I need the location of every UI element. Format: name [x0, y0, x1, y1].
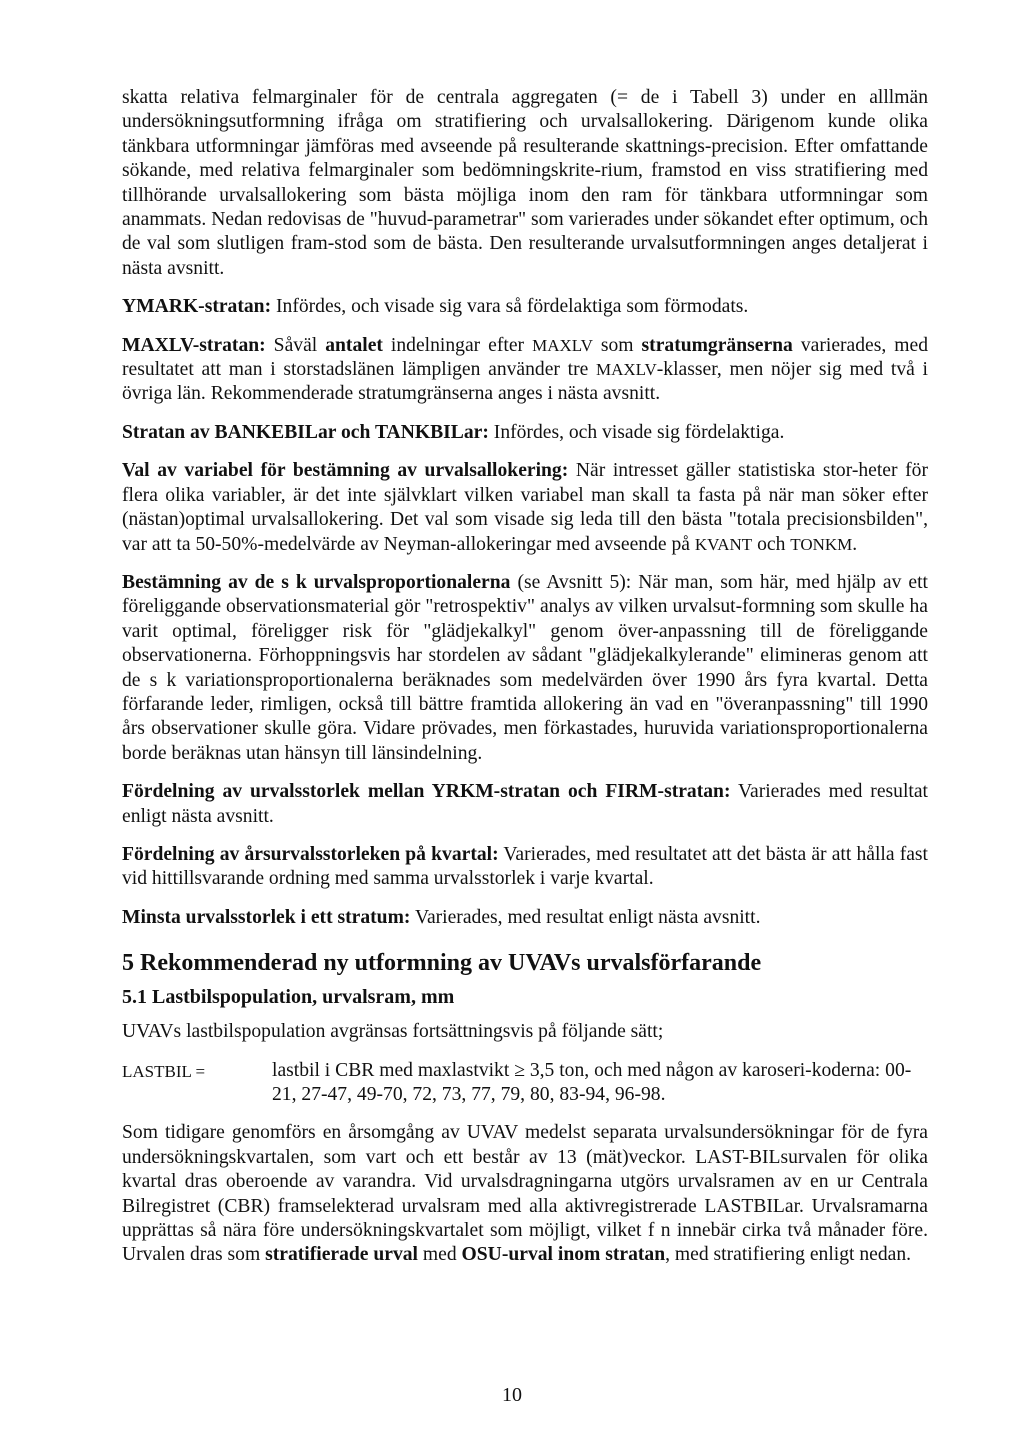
- lastbil-definition: [122, 1059, 928, 1108]
- final-paragraph: [122, 1121, 928, 1267]
- valvar-term-kvant: KVANT: [694, 534, 753, 554]
- fordel1-text: Varierades med resultat enligt nästa avsnitt.: [122, 781, 928, 827]
- maxlv-paragraph: [122, 334, 928, 407]
- valvar-text-3: .: [852, 533, 858, 555]
- valvar-text-2: och: [752, 533, 791, 555]
- valvar-text-1: När intresset gäller statistiska stor-heter för flera olika variabler, är det inte självklart vilken variabel man skall ta fasta på när man söker efter (nästan)optimal urvalsallokering. Det val som visade sig leda till den bästa "totala precisionsbilden", var att ta 50-50%-medelvärde av Neyman-allokeringar med avseende på: [122, 460, 928, 555]
- minsta-paragraph: [122, 906, 928, 930]
- bank-paragraph: [122, 421, 928, 445]
- bestam-text: (se Avsnitt 5): När man, som här, med hjälp av ett föreliggande observationsmaterial gör "retrospektiv" analys av vilken urvalsut-formning som skulle ha varit optimal, föreligger risk för "glädjekalkyl" genom över-anpassning till de föreliggande observationerna. Förhoppningsvis har stordelen av sådant "glädjekalkylerande" elimineras genom att de s k variationsproportionalerna beräknades som medelvärden över 1990 års fyra kvartal. Detta förfarande leder, rimligen, också till bättre framtida allokering än vad en "överanpassning" till 1990 års observationer skulle göra. Vidare prövades, men förkastades, huruvida variationsproportionalerna borde beräknas utan hänsyn till länsindelning.: [122, 571, 928, 764]
- final-bold-stratifierade: stratifierade urval: [265, 1244, 419, 1266]
- ymark-heading: YMARK-stratan:: [122, 296, 272, 318]
- ymark-text: Infördes, och visade sig vara så fördelaktiga som förmodats.: [271, 296, 749, 318]
- final-text-1: Som tidigare genomförs en årsomgång av UVAV medelst separata urvalsundersökningar för de fyra undersökningskvartalen, som vart och ett består av 13 (mät)veckor. LAST-BILsurvalen för olika kvartal dras oberoende av varandra. Vid urvalsdragningarna utgörs urvalsramen av en ur Centrala Bilregistret (CBR) framselekterad urvalsram med alla aktivregistrerade LASTBILar. Urvalsramarna upprättas så nära före undersökningskvartalet som möjligt, vilket f n innebär cirka två månader före. Urvalen dras som: [122, 1122, 928, 1266]
- bestam-heading: Bestämning av de s k urvalsproportionalerna: [122, 571, 511, 593]
- final-bold-osu: OSU-urval inom stratan: [461, 1244, 666, 1266]
- maxlv-bold-stratumgranserna: stratumgränserna: [641, 334, 793, 356]
- fordel1-paragraph: [122, 780, 928, 829]
- maxlv-text-3: som: [592, 334, 642, 356]
- maxlv-heading: MAXLV-stratan:: [122, 334, 266, 356]
- bank-text: Infördes, och visade sig fördelaktiga.: [488, 421, 785, 443]
- fordel2-paragraph: [122, 843, 928, 892]
- maxlv-term-1: MAXLV: [532, 335, 593, 355]
- maxlv-text-4: varierades, med resultatet att man i storstadslänen lämpligen använder tre: [122, 334, 928, 381]
- lastbil-definition-text: lastbil i CBR med maxlastvikt ≥ 3,5 ton, och med någon av karoseri-koderna: 00-21, 27-47, 49-70, 72, 73, 77, 79, 80, 83-94, 96-98.: [272, 1059, 912, 1105]
- bank-heading: Stratan av BANKEBILar och TANKBILar:: [122, 421, 489, 443]
- document-body: [122, 86, 928, 1282]
- section-5-heading: 5 Rekommenderad ny utformning av UVAVs urvalsförfarande: [122, 950, 762, 977]
- maxlv-bold-antalet: antalet: [325, 334, 383, 356]
- uvavs-line: UVAVs lastbilspopulation avgränsas fortsättningsvis på följande sätt;: [122, 1021, 664, 1043]
- bestam-paragraph: [122, 571, 928, 766]
- valvar-paragraph: [122, 459, 928, 557]
- page-number: 10: [502, 1384, 522, 1406]
- fordel1-heading: Fördelning av urvalsstorlek mellan YRKM-stratan och FIRM-stratan:: [122, 781, 731, 803]
- final-text-2: med: [418, 1244, 462, 1266]
- ymark-paragraph: [122, 295, 928, 319]
- fordel2-text: Varierades, med resultatet att det bästa är att hålla fast vid hittillsvarande ordning med samma urvalsstorlek i varje kvartal.: [122, 843, 929, 890]
- minsta-text: Varierades, med resultat enligt nästa avsnitt.: [410, 906, 761, 928]
- fordel2-heading: Fördelning av årsurvalsstorleken på kvartal:: [122, 843, 499, 865]
- valvar-term-tonkm: TONKM: [790, 534, 853, 554]
- lastbil-term: LASTBIL =: [122, 1061, 206, 1081]
- minsta-heading: Minsta urvalsstorlek i ett stratum:: [122, 906, 411, 928]
- maxlv-term-2: MAXLV: [596, 360, 657, 380]
- valvar-heading: Val av variabel för bestämning av urvalsallokering:: [122, 460, 569, 482]
- maxlv-text-5: -klasser, men nöjer sig med två i övriga län. Rekommenderade stratumgränserna anges i nästa avsnitt.: [122, 359, 928, 405]
- maxlv-text-2: indelningar efter: [382, 334, 533, 356]
- intro-paragraph: skatta relativa felmarginaler för de centrala aggregaten (= de i Tabell 3) under en alllmän undersökningsutformning ifråga om stratifiering och urvalsallokering. Därigenom kunde olika tänkbara utformningar jämföras med avseende på resulterande skattnings-precision. Efter omfattande sökande, med relativa felmarginaler som bedömningskrite-rium, framstod en viss stratifiering med tillhörande urvalsallokering som bästa möjliga inom den ram för tänkbara utformningar som anammats. Nedan redovisas de "huvud-parametrar" som varierades under sökandet efter optimum, och de val som slutligen fram-stod som de bästa. Den resulterande urvalsutformningen anges detaljerat i nästa avsnitt.: [122, 87, 928, 279]
- maxlv-text-1: Såväl: [265, 334, 326, 356]
- final-text-3: , med stratifiering enligt nedan.: [665, 1244, 912, 1266]
- section-5-1-heading: 5.1 Lastbilspopulation, urvalsram, mm: [122, 986, 455, 1009]
